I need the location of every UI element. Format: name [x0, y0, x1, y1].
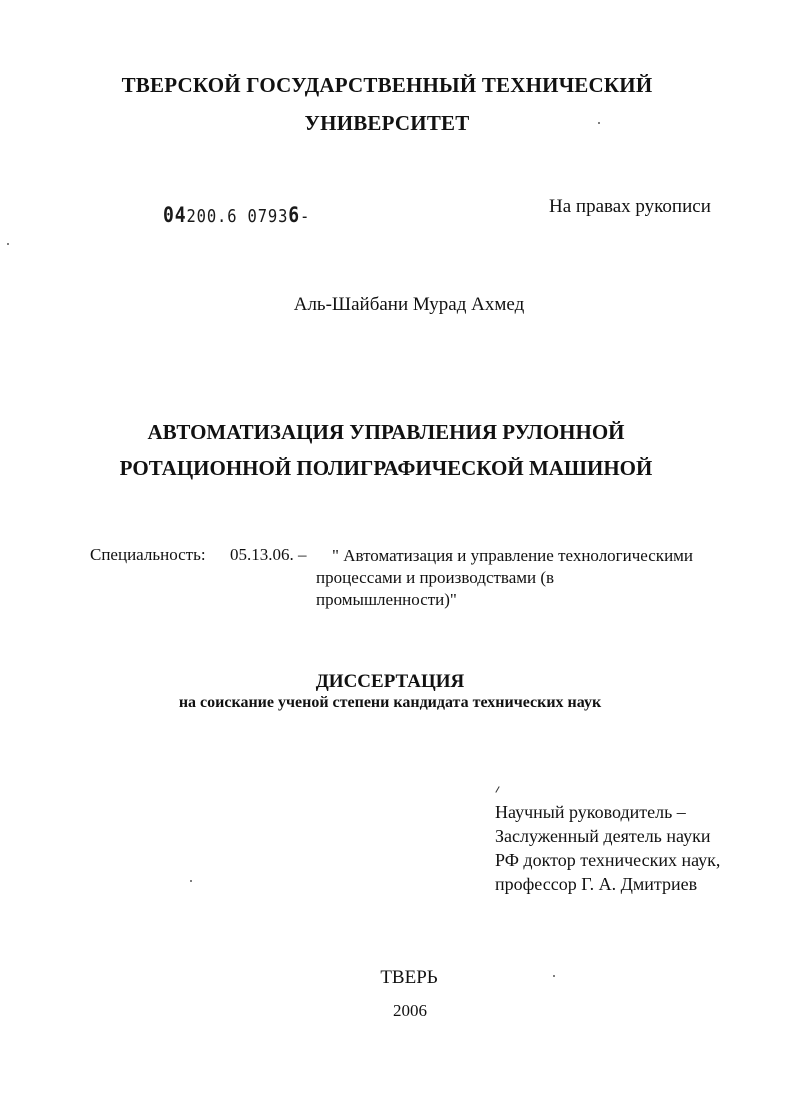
year: 2006: [393, 1001, 427, 1020]
university-name-line-2: УНИВЕРСИТЕТ: [304, 111, 470, 135]
supervisor-line: РФ доктор технических наук,: [495, 850, 721, 870]
dissertation-subtitle: на соискание ученой степени кандидата технических наук: [178, 694, 602, 711]
specialty-description-line: процессами и производствами (в: [316, 568, 555, 587]
specialty-description-line: промышленности)": [316, 590, 457, 609]
scan-speck: [190, 880, 192, 882]
stamp-suffix: 6: [288, 203, 301, 227]
university-name-line-1: ТВЕРСКОЙ ГОСУДАРСТВЕННЫЙ ТЕХНИЧЕСКИЙ: [121, 73, 653, 97]
city: ТВЕРЬ: [380, 967, 438, 988]
specialty-label: Специальность:: [90, 545, 206, 564]
dissertation-heading: ДИССЕРТАЦИЯ: [315, 671, 465, 692]
supervisor-line: Заслуженный деятель науки: [495, 826, 711, 846]
specialty-description-line: " Автоматизация и управление технологическими: [332, 546, 694, 565]
library-stamp-number: [163, 203, 310, 227]
supervisor-line: Научный руководитель –: [495, 802, 686, 822]
thesis-title-line-2: РОТАЦИОННОЙ ПОЛИГРАФИЧЕСКОЙ МАШИНОЙ: [119, 456, 653, 480]
thesis-title-line-1: АВТОМАТИЗАЦИЯ УПРАВЛЕНИЯ РУЛОННОЙ: [147, 420, 625, 444]
scan-speck: [598, 122, 600, 124]
scan-mark: [495, 786, 499, 793]
supervisor-line: профессор Г. А. Дмитриев: [495, 874, 698, 894]
scan-speck: [7, 243, 9, 245]
specialty-code: 05.13.06. –: [230, 545, 307, 564]
stamp-number: 200.6 0793: [186, 206, 289, 227]
author-name: Аль-Шайбани Мурад Ахмед: [293, 294, 525, 315]
stamp-prefix: 04: [163, 203, 187, 227]
scientific-supervisor: [495, 800, 720, 896]
specialty-description: [316, 545, 736, 611]
stamp-dash-mark: -: [300, 206, 311, 227]
manuscript-rights-note: На правах рукописи: [549, 196, 711, 217]
scan-speck: [553, 975, 555, 977]
